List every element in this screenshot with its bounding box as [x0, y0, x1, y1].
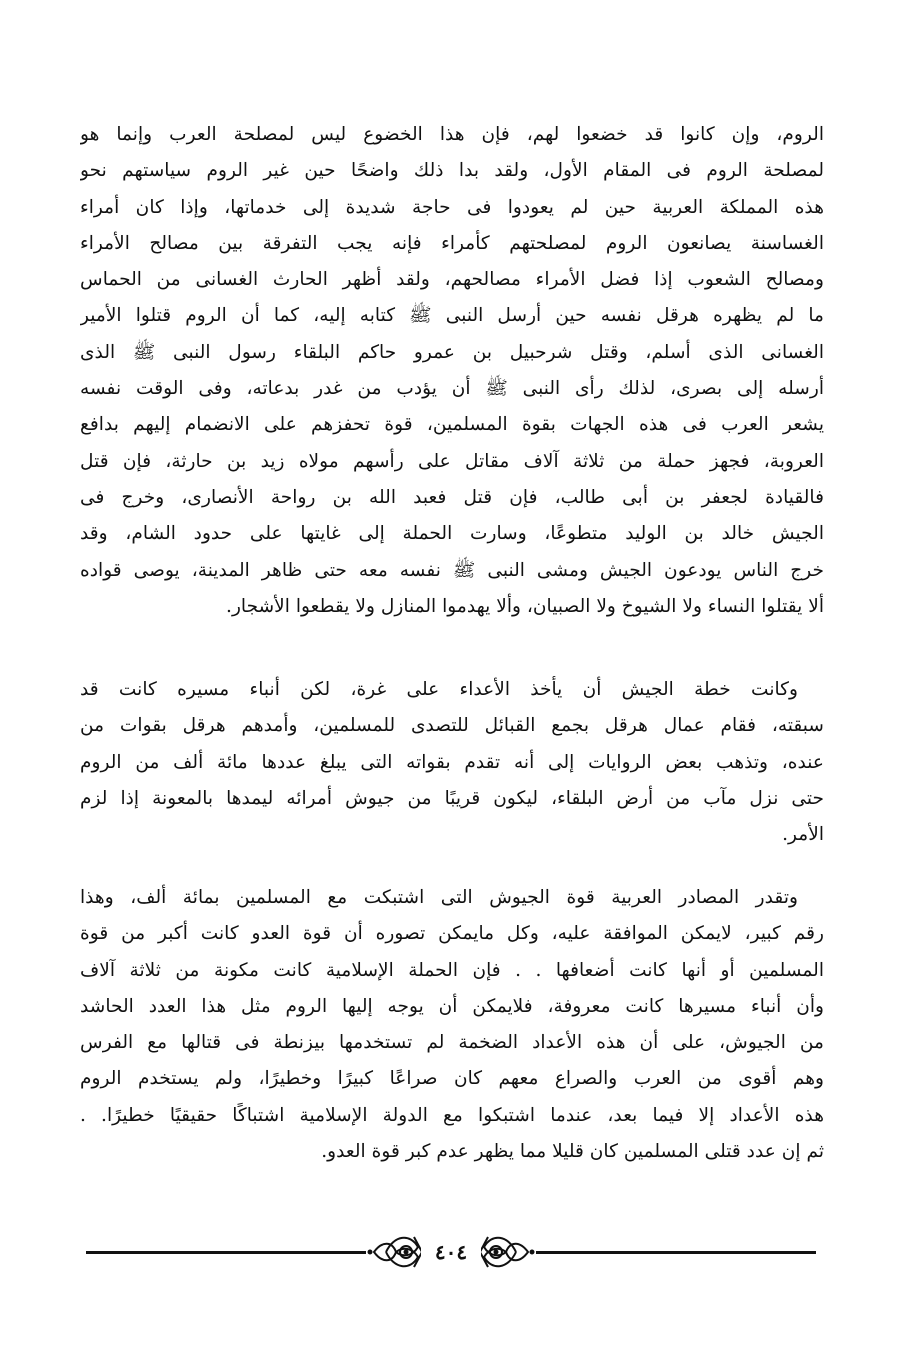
footer-rule-right [536, 1251, 816, 1254]
text-line: الجيش خالد بن الوليد متطوعًا، وسارت الحملة إلى غايتها على حدود الشام، وقد [80, 523, 824, 545]
text-line: وأن أنباء مسيرها كانت معروفة، فلايمكن أن يوجه إليها الروم مثل هذا العدد الحاشد [80, 995, 824, 1017]
page-number: ٤٠٤ [421, 1238, 481, 1266]
text-line: هذه المملكة العربية حين لم يعودوا فى حاجة شديدة إلى خدماتها، وإذا كان أمراء [80, 196, 824, 218]
text-line: رقم كبير، لايمكن الموافقة عليه، وكل مايمكن تصوره أن قوة العدو كانت أكبر من قوة [80, 923, 824, 945]
text-line: وتقدر المصادر العربية قوة الجيوش التى اشتبكت مع المسلمين بمائة ألف، وهذا [80, 887, 798, 908]
text-line: سبقته، فقام عمال هرقل بجمع القبائل للتصدى للمسلمين، وأمدهم هرقل بقوات من [80, 715, 824, 737]
text-line: ما لم يظهره هرقل نفسه حين أرسل النبى ﷺ كتابه إليه، كما أن الروم قتلوا الأمير [80, 305, 824, 327]
paragraph-3 [80, 880, 824, 1170]
text-line: من الجيوش، على أن هذه الأعداد الضخمة لم تستخدمها بيزنطة فى قتالها مع الفرس [80, 1032, 824, 1054]
text-line: ومصالح الشعوب إذا فضل الأمراء مصالحهم، ولقد أظهر الحارث الغسانى من الحماس [80, 269, 824, 291]
text-line: فالقيادة لجعفر بن أبى طالب، فإن قتل فعبد الله بن رواحة الأنصارى، وخرج فى [80, 486, 824, 508]
text-line: هذه الأعداد إلا فيما بعد، عندما اشتبكوا مع الدولة الإسلامية اشتباكًا حقيقيًا خطيرًا. . [80, 1104, 824, 1126]
text-line: خرج الناس يودعون الجيش ومشى النبى ﷺ نفسه معه حتى ظاهر المدينة، يوصى قواده [80, 559, 824, 581]
text-line: عنده، وتذهب بعض الروايات إلى أنه تقدم بقواته التى يبلغ عددها مائة ألف من الروم [80, 751, 824, 773]
text-line: الغسانى الذى أسلم، وقتل شرحبيل بن عمرو حاكم البلقاء رسول النبى ﷺ الذى [80, 341, 824, 363]
text-line: ثم إن عدد قتلى المسلمين كان قليلا مما يظهر عدم كبر قوة العدو. [321, 1141, 824, 1163]
page-footer [86, 1227, 816, 1277]
text-line: وهم أقوى من العرب والصراع معهم كان صراعًا كبيرًا وخطيرًا، ولم يستخدم الروم [80, 1068, 824, 1090]
text-line: الروم، وإن كانوا قد خضعوا لهم، فإن هذا الخضوع ليس لمصلحة العرب وإنما هو [80, 124, 824, 145]
text-line: الغساسنة يصانعون الروم لمصلحتهم كأمراء فإنه يجب التفرقة بين مصالح الأمراء [80, 232, 824, 254]
text-line: المسلمين أو أنها كانت أضعافها . . فإن الحملة الإسلامية كانت مكونة من ثلاثة آلاف [80, 959, 824, 981]
footer-rule-left [86, 1251, 366, 1254]
text-line: يشعر العرب فى هذه الجهات بقوة المسلمين، قوة تحفزهم على الانضمام إليهم بدافع [80, 414, 824, 436]
text-line: ألا يقتلوا النساء ولا الشيوخ ولا الصبيان، وألا يهدموا المنازل ولا يقطعوا الأشجار. [226, 595, 824, 617]
paragraph-1 [80, 117, 824, 625]
text-line: لمصلحة الروم فى المقام الأول، ولقد بدا ذلك واضحًا حين غير الروم سياستهم نحو [80, 160, 824, 182]
text-line: الأمر. [782, 824, 824, 846]
text-line: وكانت خطة الجيش أن يأخذ الأعداء على غرة، لكن أنباء مسيره كانت قد [80, 679, 798, 700]
text-line: أرسله إلى بصرى، لذلك رأى النبى ﷺ أن يؤدب من غدر بدعاته، وفى الوقت نفسه [80, 378, 824, 400]
text-line: العروبة، فجهز حملة من ثلاثة آلاف مقاتل على رأسهم مولاه زيد بن حارثة، فإن قتل [80, 450, 824, 472]
paragraph-2 [80, 672, 824, 853]
text-line: حتى نزل مآب من أرض البلقاء، ليكون قريبًا من جيوش أمرائه ليمدها بالمعونة إذا لزم [80, 787, 824, 809]
